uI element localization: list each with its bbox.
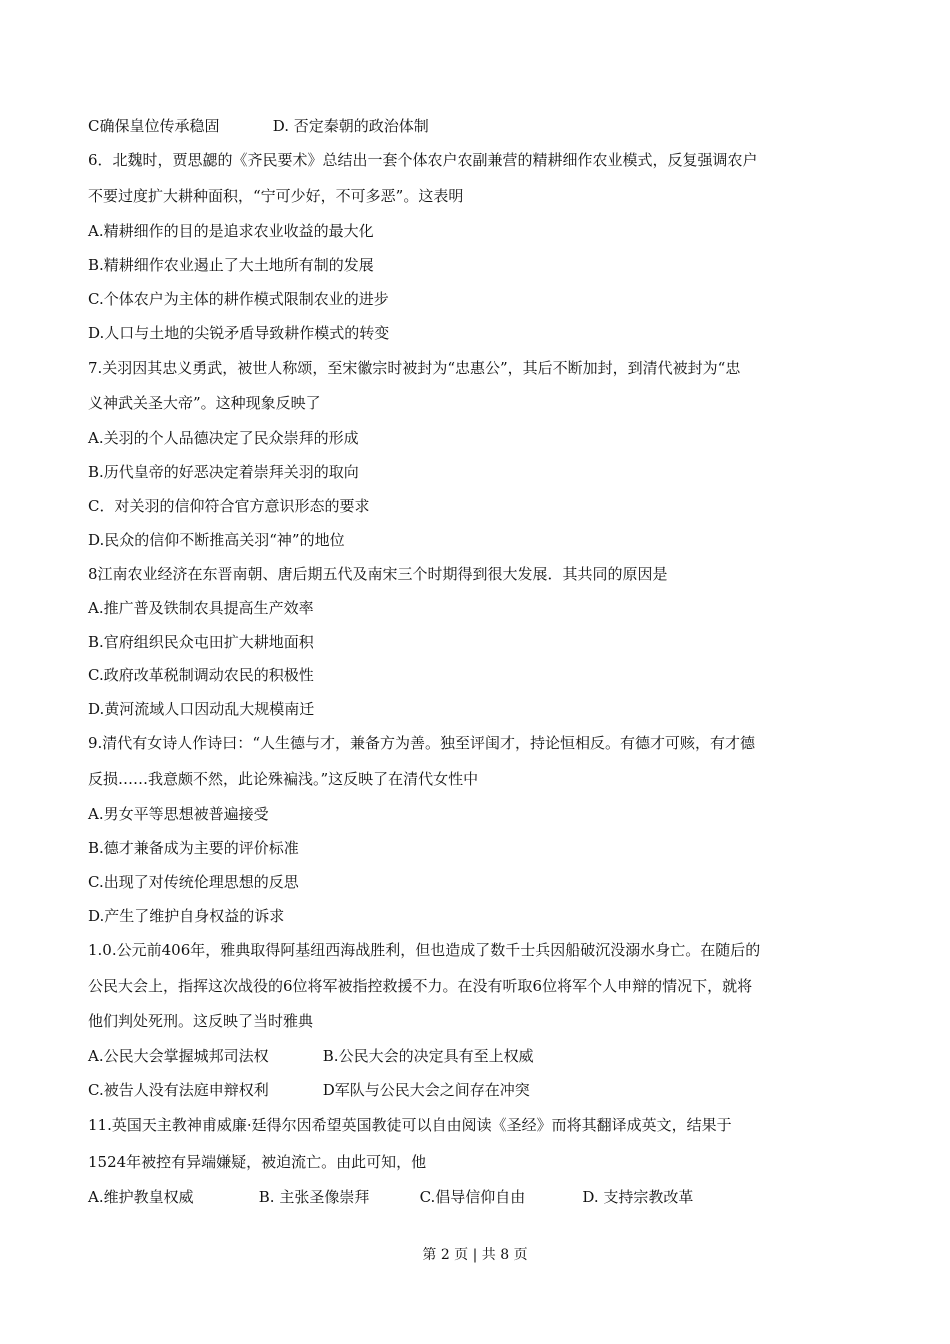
q8-option-d: D.黄河流域人口因动乱大规模南迁 bbox=[88, 700, 315, 718]
q10-option-a: A.公民大会掌握城邦司法权 bbox=[88, 1047, 269, 1065]
q5-option-c: C确保皇位传承稳固 bbox=[88, 117, 220, 135]
q9-option-d: D.产生了维护自身权益的诉求 bbox=[88, 907, 285, 925]
q9-option-c: C.出现了对传统伦理思想的反思 bbox=[88, 873, 299, 891]
q5-options-row bbox=[88, 115, 429, 137]
q5-option-d: D. 否定秦朝的政治体制 bbox=[272, 117, 429, 135]
q10-stem-line-3: 他们判处死刑。这反映了当时雅典 bbox=[88, 1012, 314, 1030]
page-footer: 第 2 页 | 共 8 页 bbox=[422, 1247, 528, 1263]
q8-stem-line-1: 8江南农业经济在东晋南朝、唐后期五代及南宋三个时期得到很大发展．其共同的原因是 bbox=[88, 565, 668, 583]
q11-options-row bbox=[88, 1186, 693, 1208]
q9-option-b: B.德才兼备成为主要的评价标准 bbox=[88, 839, 299, 857]
q9-stem-line-1: 9.清代有女诗人作诗曰：“人生德与才，兼备方为善。独至评闺才，持论恒相反。有德才可赅，有才德 bbox=[88, 734, 755, 752]
q11-option-b: B. 主张圣像崇拜 bbox=[258, 1188, 370, 1206]
q7-option-b: B.历代皇帝的好恶决定着崇拜关羽的取向 bbox=[88, 463, 359, 481]
q11-stem-line-2: 1524年被控有异端嫌疑，被迫流亡。由此可知，他 bbox=[88, 1153, 427, 1171]
q6-option-d: D.人口与土地的尖锐矛盾导致耕作模式的转变 bbox=[88, 324, 390, 342]
q11-option-a: A.维护教皇权威 bbox=[88, 1188, 194, 1206]
q11-option-c: C.倡导信仰自由 bbox=[419, 1188, 526, 1206]
q11-stem-line-1: 11.英国天主教神甫威廉·廷得尔因希望英国教徒可以自由阅读《圣经》而将其翻译成英文，结果于 bbox=[88, 1116, 732, 1134]
q6-stem-line-2: 不要过度扩大耕种面积，“宁可少好，不可多恶”。这表明 bbox=[88, 187, 464, 205]
q6-option-b: B.精耕细作农业遏止了大土地所有制的发展 bbox=[88, 256, 374, 274]
q7-option-c: C．对关羽的信仰符合官方意识形态的要求 bbox=[88, 497, 370, 515]
q7-stem-line-2: 义神武关圣大帝”。这种现象反映了 bbox=[88, 394, 321, 412]
q10-option-b: B.公民大会的决定具有至上权威 bbox=[322, 1047, 534, 1065]
q10-option-c: C.被告人没有法庭申辩权利 bbox=[88, 1081, 269, 1099]
q7-stem-line-1: 7.关羽因其忠义勇武，被世人称颂，至宋徽宗时被封为“忠惠公”，其后不断加封，到清代被封为“忠 bbox=[88, 359, 741, 377]
q6-option-a: A.精耕细作的目的是追求农业收益的最大化 bbox=[88, 222, 374, 240]
q10-stem-line-2: 公民大会上，指挥这次战役的6位将军被指控救援不力。在没有听取6位将军个人申辩的情况下，就将 bbox=[88, 977, 753, 995]
q10-options-row-2 bbox=[88, 1079, 530, 1101]
q7-option-d: D.民众的信仰不断推高关羽“神”的地位 bbox=[88, 531, 345, 549]
q10-options-row-1 bbox=[88, 1045, 534, 1067]
q7-option-a: A.关羽的个人品德决定了民众崇拜的形成 bbox=[88, 429, 359, 447]
q8-option-a: A.推广普及铁制农具提高生产效率 bbox=[88, 599, 314, 617]
q10-stem-line-1: 1.0.公元前406年，雅典取得阿基纽西海战胜利，但也造成了数千士兵因船破沉没溺水身亡。在随后的 bbox=[88, 941, 761, 959]
q6-option-c: C.个体农户为主体的耕作模式限制农业的进步 bbox=[88, 290, 389, 308]
q8-option-b: B.官府组织民众屯田扩大耕地面积 bbox=[88, 633, 314, 651]
q6-stem-line-1: 6．北魏时，贾思勰的《齐民要术》总结出一套个体农户农副兼营的精耕细作农业模式，反复强调农户 bbox=[88, 151, 758, 169]
q8-option-c: C.政府改革税制调动农民的积极性 bbox=[88, 666, 314, 684]
q9-stem-line-2: 反损……我意颇不然，此论殊褊浅。”这反映了在清代女性中 bbox=[88, 770, 479, 788]
q10-option-d: D军队与公民大会之间存在冲突 bbox=[322, 1081, 530, 1099]
q9-option-a: A.男女平等思想被普遍接受 bbox=[88, 805, 269, 823]
q11-option-d: D. 支持宗教改革 bbox=[582, 1188, 694, 1206]
